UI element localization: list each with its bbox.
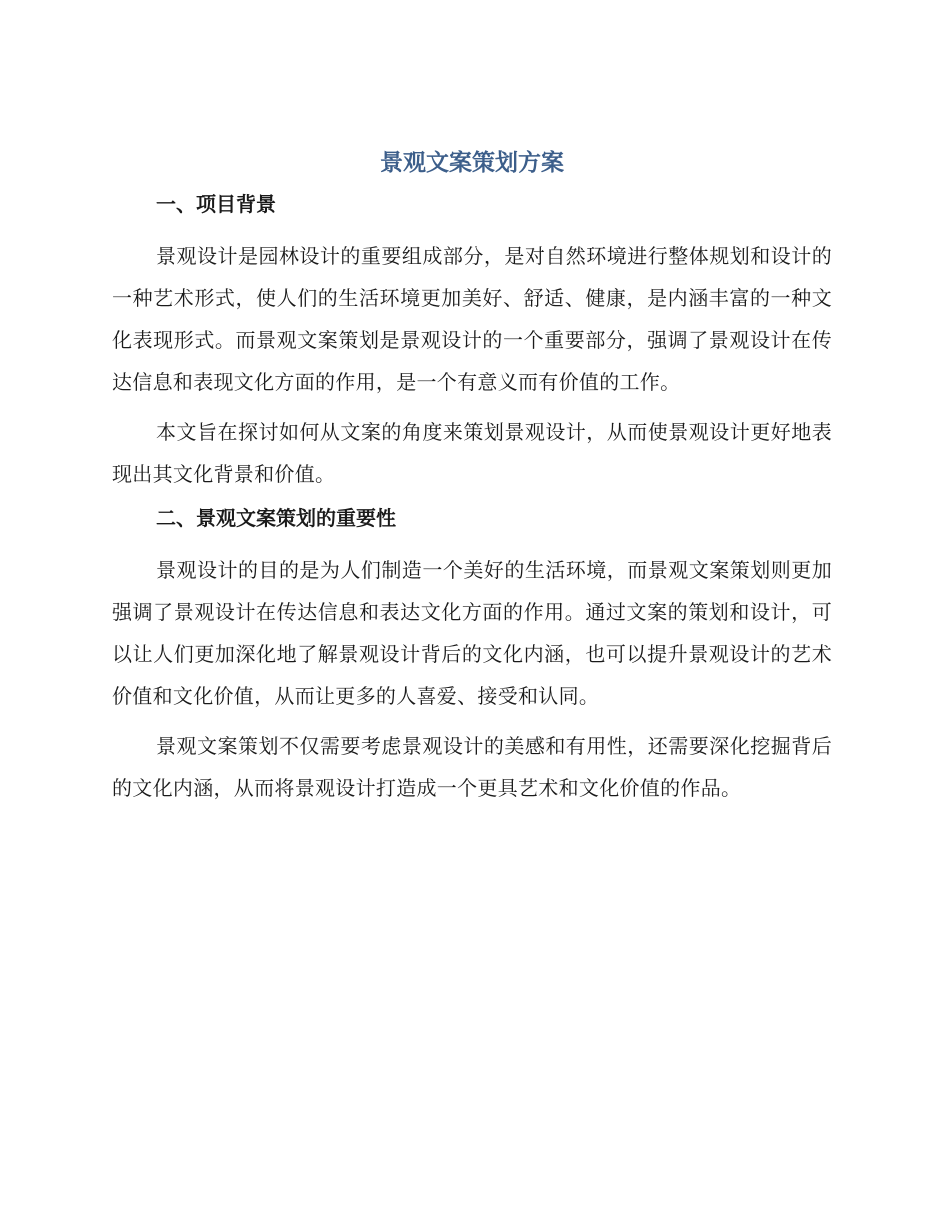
paragraph: 景观设计的目的是为人们制造一个美好的生活环境，而景观文案策划则更加强调了景观设计在传达信息和表达文化方面的作用。通过文案的策划和设计，可以让人们更加深化地了解景观设计背后的文化内涵，也可以提升景观设计的艺术价值和文化价值，从而让更多的人喜爱、接受和认同。 <box>112 558 832 708</box>
document-body <box>112 140 832 817</box>
section-project-background <box>112 189 832 495</box>
paragraph: 景观文案策划不仅需要考虑景观设计的美感和有用性，还需要深化挖掘背后的文化内涵，从而将景观设计打造成一个更具艺术和文化价值的作品。 <box>112 734 832 800</box>
document-title: 景观文案策划方案 <box>380 150 564 176</box>
paragraph: 景观设计是园林设计的重要组成部分，是对自然环境进行整体规划和设计的一种艺术形式，使人们的生活环境更加美好、舒适、健康，是内涵丰富的一种文化表现形式。而景观文案策划是景观设计的一个重要部分，强调了景观设计在传达信息和表现文化方面的作用，是一个有意义而有价值的工作。 <box>112 244 832 394</box>
paragraph: 本文旨在探讨如何从文案的角度来策划景观设计，从而使景观设计更好地表现出其文化背景和价值。 <box>112 420 832 486</box>
section-heading: 二、景观文案策划的重要性 <box>156 506 396 530</box>
section-importance <box>112 503 832 809</box>
section-heading: 一、项目背景 <box>156 192 276 216</box>
